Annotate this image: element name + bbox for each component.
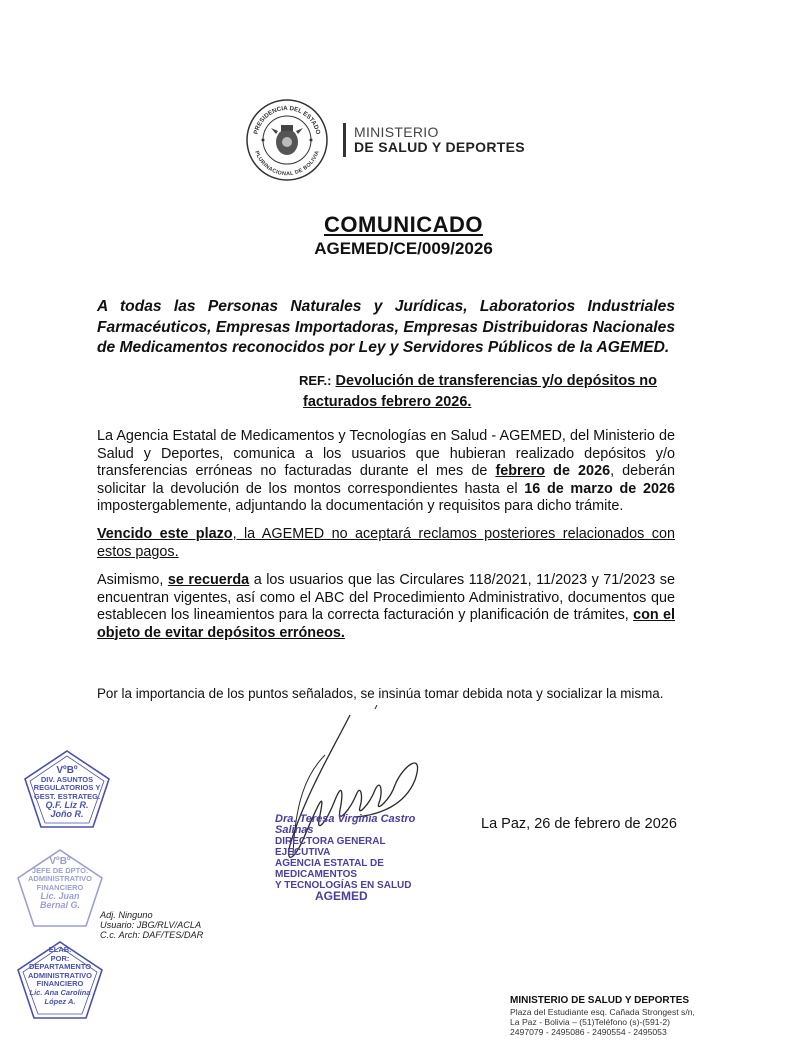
stamp3-line3: ADMINISTRATIVO (27, 970, 93, 980)
paragraph-1 (97, 428, 675, 516)
p1-text-a: La Agencia Estatal de Medicamentos y Tecnologías en Salud - AGEMED, del Ministerio de Salud y Deportes, comunica a los usuarios que hubieran realizado depósitos y/o transferencias erróneas no facturadas durante el mes de (97, 428, 675, 479)
p1-text-b: , deberán solicitar la devolución de los montos correspondientes hasta el (97, 463, 675, 497)
signature-stamp (275, 814, 435, 902)
paragraph-4: Por la importancia de los puntos señalados, se insinúa tomar debida nota y socializar la misma. (97, 686, 664, 701)
addressee: A todas las Personas Naturales y Jurídicas, Laboratorios Industriales Farmacéuticos, Empresas Importadoras, Empresas Distribuidoras Nacionales de Medicamentos reconocidos por Ley y Servidores Públicos de la AGEMED. (97, 298, 675, 356)
stamp1-vobo: VºBº (56, 765, 78, 776)
approval-stamp-2 (14, 848, 106, 928)
p1-year: de 2026 (545, 463, 611, 479)
stamp3-line1: POR: (50, 953, 70, 963)
stamp2-line1: JEFE DE DPTO. (31, 865, 89, 875)
title-heading: COMUNICADO (324, 212, 483, 237)
footer-line1: Plaza del Estudiante esq. Cañada Strongest s/n, (510, 1007, 695, 1017)
p1-deadline: 16 de marzo de 2026 (524, 480, 675, 497)
paragraph-2 (97, 526, 675, 561)
p3-text-a: Asimismo, (97, 572, 168, 588)
stamp2-line3: FINANCIERO (36, 882, 84, 892)
stamp2-line4: Lic. Juan (40, 891, 80, 902)
signer-name: Dra. Teresa Virginia Castro Salinas (275, 813, 416, 836)
stamp1-line4: Q.F. Liz R. (45, 800, 89, 811)
stamp1-line2: REGULATORIOS Y (33, 783, 101, 793)
ministry-line2: DE SALUD Y DEPORTES (354, 139, 525, 155)
ministry-name (354, 125, 525, 154)
footer-title: MINISTERIO DE SALUD Y DEPORTES (510, 995, 690, 1006)
p1-text-c: impostergablemente, adjuntando la documentación y requisitos para dicho trámite. (97, 498, 624, 514)
annex-line3: C.c. Arch: DAF/TES/DAR (100, 930, 204, 940)
footer-line3: 2497079 - 2495086 - 2490554 - 2495053 (510, 1027, 667, 1037)
stamp3-line4: FINANCIERO (36, 979, 84, 989)
annex-line1: Adj. Ninguno (100, 910, 153, 920)
title-code: AGEMED/CE/009/2026 (314, 239, 493, 258)
header-divider (343, 123, 346, 157)
paragraph-3 (97, 572, 675, 642)
stamp1-line3: GEST. ESTRATEG. (33, 791, 101, 801)
date: La Paz, 26 de febrero de 2026 (481, 816, 677, 832)
stamp1-line1: DIV. ASUNTOS (40, 774, 94, 784)
stamp2-vobo: VºBº (49, 856, 71, 867)
p3-closing: con el objeto de evitar depósitos erróneos. (97, 607, 675, 641)
document-title (0, 212, 807, 259)
stamp3-line2: DEPARTAMENTO (28, 962, 92, 972)
stamp3-line6: López A. (44, 996, 76, 1006)
seal-text-top: PRESIDENCIA DEL ESTADO (252, 104, 322, 136)
p2-lead: Vencido este plazo (97, 526, 233, 542)
bolivia-seal-icon (245, 98, 329, 182)
p3-text-b: a los usuarios que las Circulares 118/2021, 11/2023 y 71/2023 se encuentran vigentes, así como el ABC del Procedimiento Administrativo, documentos que establecen los lineamientos para la correcta facturación y planificación de trámites, (97, 572, 676, 623)
reference (299, 370, 657, 413)
reference-label: REF.: (299, 373, 332, 388)
footer-line2: La Paz - Bolivia – (51)Teléfono (s)-(591-2) (510, 1017, 671, 1027)
signer-role1: DIRECTORA GENERAL EJECUTIVA (275, 836, 386, 858)
footer (510, 996, 695, 1037)
stamp2-line5: Bernal G. (39, 899, 80, 910)
seal-text-bottom: PLURINACIONAL DE BOLIVIA (253, 150, 321, 178)
reference-line2: facturados febrero 2026. (303, 394, 472, 410)
annex-note (100, 910, 203, 940)
p3-emph: se recuerda (167, 572, 250, 588)
stamp3-line5: Lic. Ana Carolina (29, 987, 91, 997)
letterhead (245, 98, 525, 182)
approval-stamp-1 (21, 749, 113, 829)
signer-role3: Y TECNOLOGÍAS EN SALUD (275, 880, 412, 891)
stamp3-line0: ELAB. (48, 945, 72, 954)
signer-role2: AGENCIA ESTATAL DE MEDICAMENTOS (275, 858, 384, 880)
p1-month: febrero (495, 463, 546, 479)
annex-line2: Usuario: JBG/RLV/ACLA (100, 920, 202, 930)
approval-stamp-3 (14, 940, 106, 1020)
reference-line1: Devolución de transferencias y/o depósitos no (335, 373, 658, 389)
ministry-line1: MINISTERIO (354, 124, 439, 141)
p2-rest: , la AGEMED no aceptará reclamos posteriores relacionados con estos pagos. (97, 526, 675, 560)
stamp2-line2: ADMINISTRATIVO (27, 874, 93, 884)
stamp1-line5: Joño R. (50, 808, 84, 819)
signer-org: AGEMED (315, 889, 368, 903)
